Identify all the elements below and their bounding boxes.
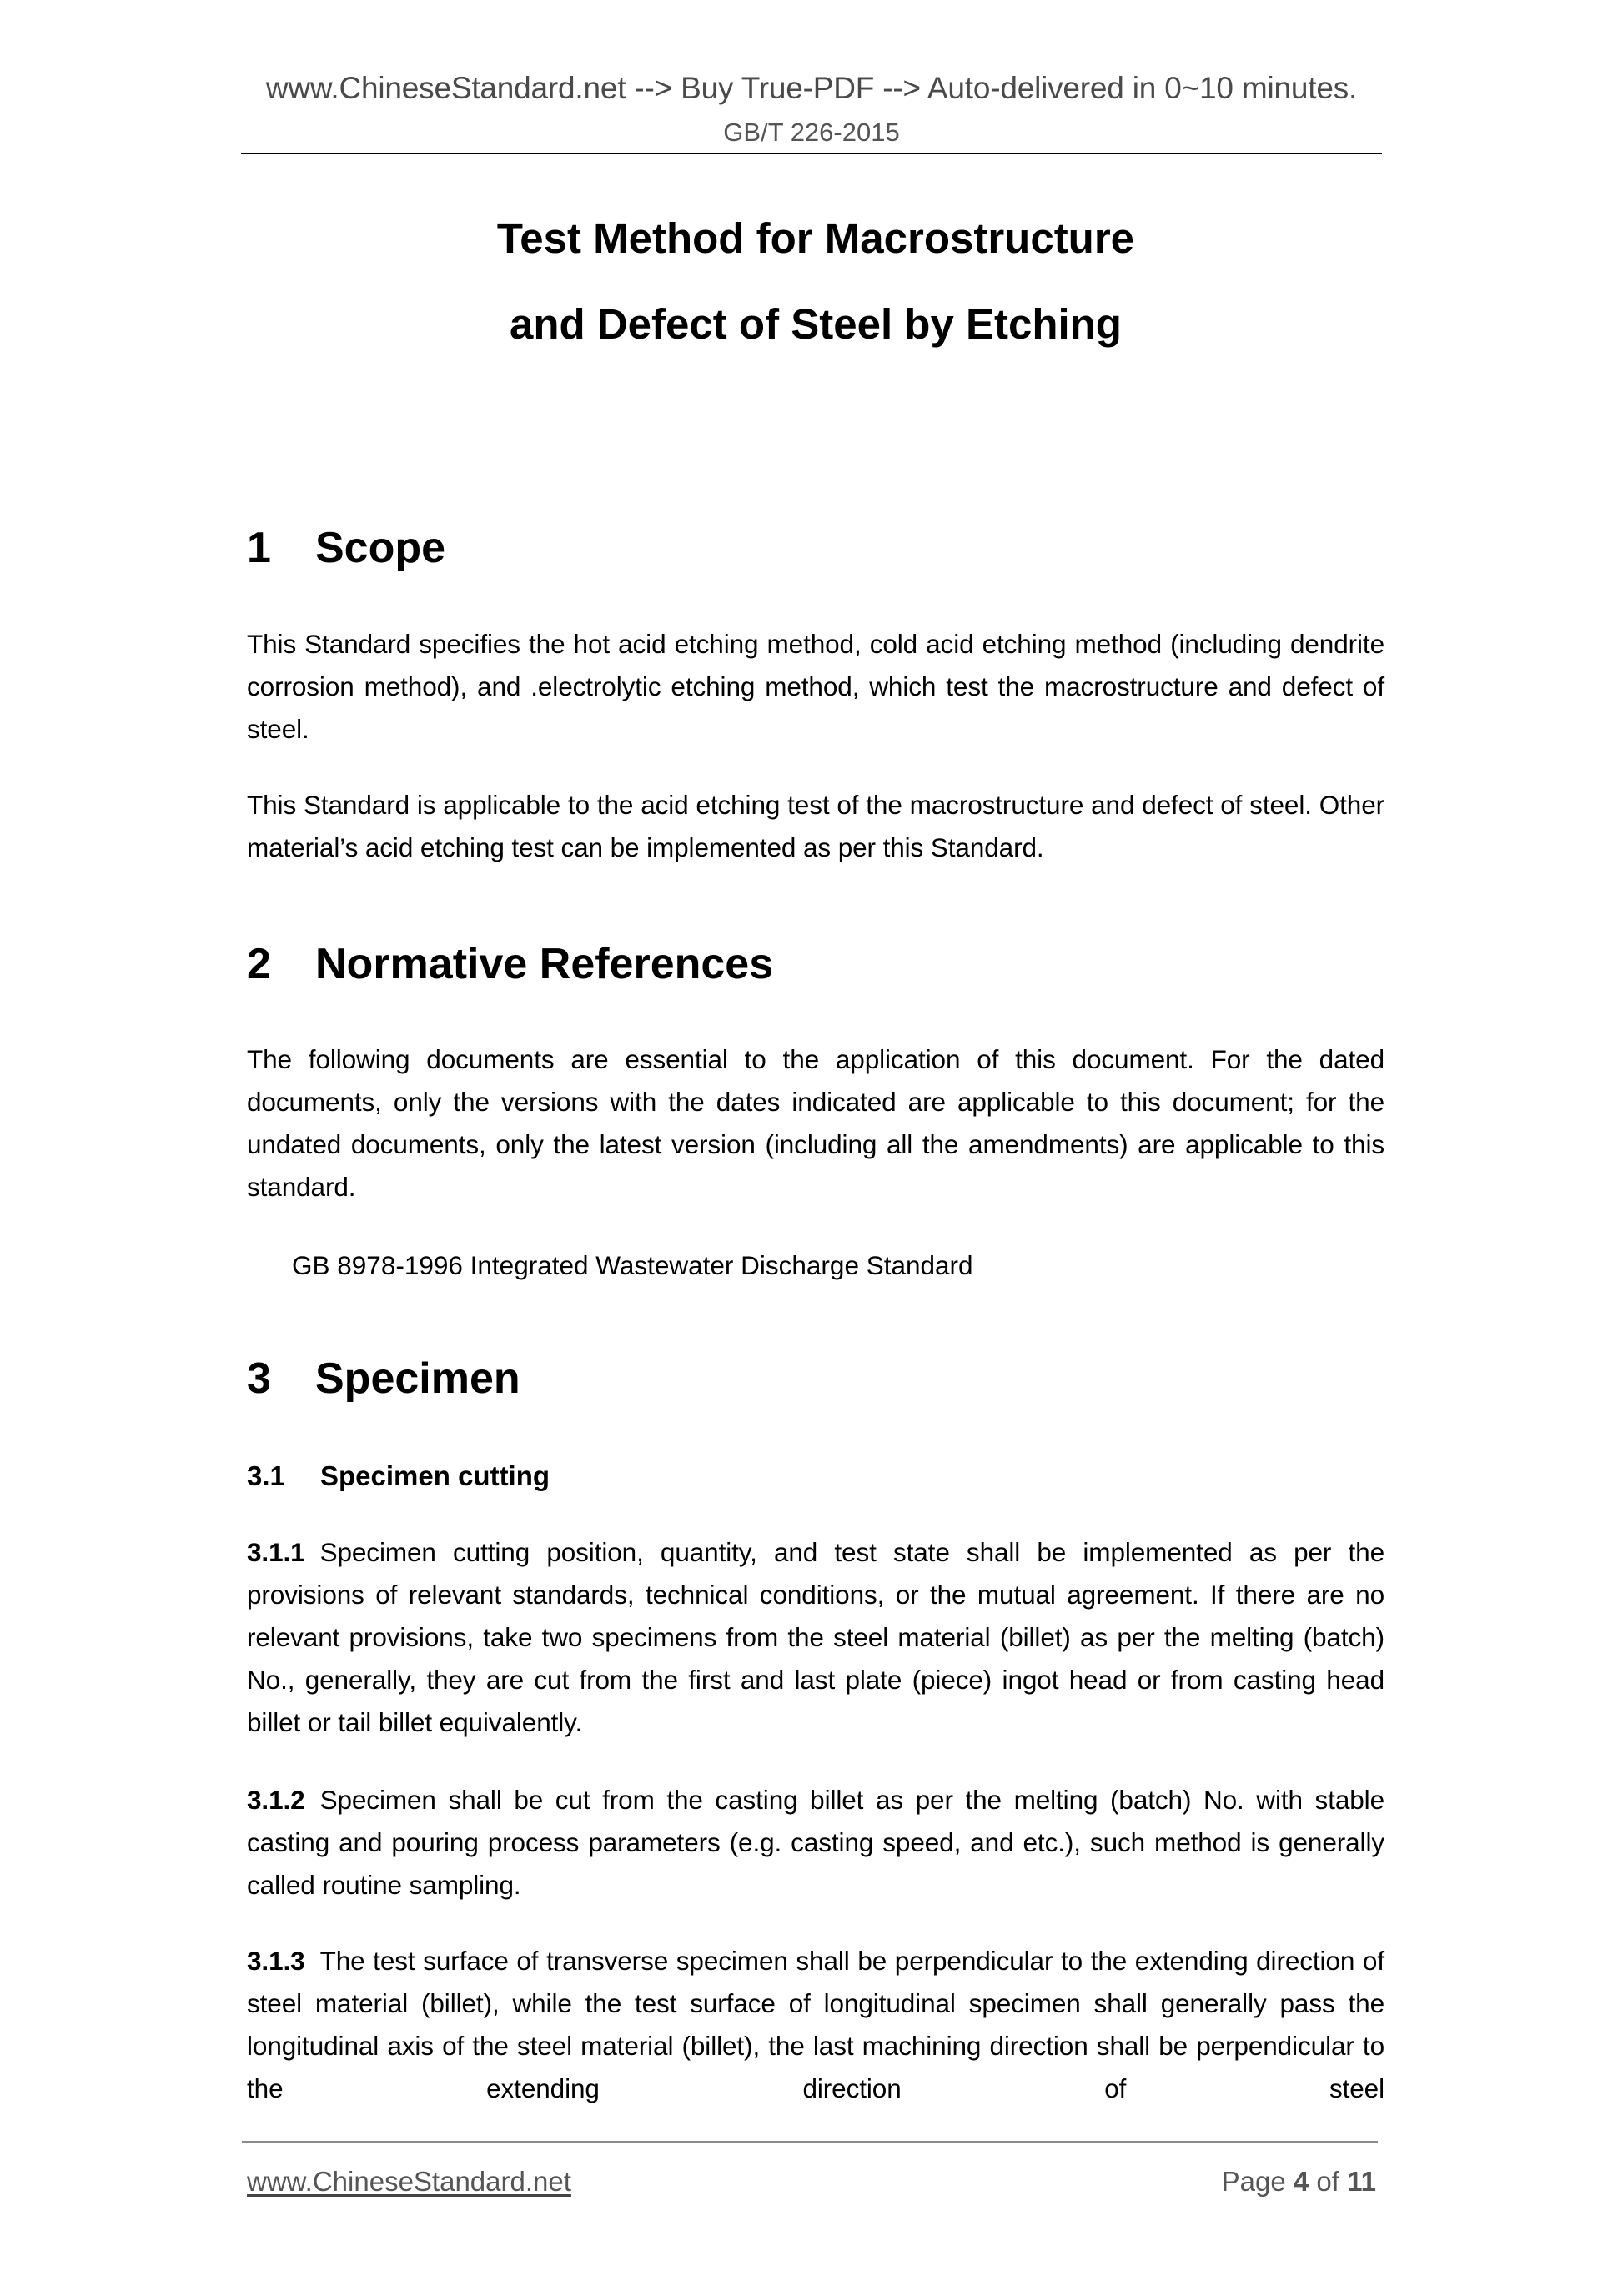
footer-divider — [242, 2141, 1378, 2143]
subsection-number: 3.1 — [247, 1460, 285, 1491]
page-indicator — [1222, 2164, 1376, 2199]
clause-number: 3.1.2 — [247, 1785, 305, 1815]
clause-number: 3.1.1 — [247, 1537, 305, 1567]
section-number: 3 — [247, 1354, 271, 1403]
section-title: Specimen — [315, 1354, 520, 1403]
page-total: 11 — [1347, 2166, 1376, 2197]
clause-3-1-1 — [247, 1531, 1384, 1744]
normative-references-paragraph: The following documents are essential to the application of this document. For the dated documents, only the versions with the dates indicated are applicable to this document; for the undated documents, only the latest version (including all the amendments) are applicable to this standard. — [247, 1044, 1384, 1202]
clause-text: Specimen cutting position, quantity, and test state shall be implemented as per the provisions of relevant standards, technical conditions, or the mutual agreement. If there are no relevant provisions, take two specimens from the steel material (billet) as per the melting (batch) No., generally, they are cut from the first and last plate (piece) ingot head or from casting head billet or tail billet equivalently. — [247, 1537, 1384, 1737]
header-doc-code: GB/T 226-2015 — [723, 118, 900, 147]
footer-website-link[interactable]: www.ChineseStandard.net — [247, 2166, 571, 2197]
subsection-heading-specimen-cutting — [247, 1458, 550, 1495]
page-of: of — [1316, 2166, 1339, 2197]
section-title: Normative References — [315, 940, 774, 988]
page-current: 4 — [1293, 2166, 1309, 2197]
clause-3-1-3 — [247, 1940, 1384, 2110]
document-title-line-2: and Defect of Steel by Etching — [510, 300, 1122, 348]
section-title: Scope — [315, 524, 446, 572]
subsection-title: Specimen cutting — [320, 1460, 550, 1491]
section-heading-specimen — [247, 1354, 520, 1404]
header-banner: www.ChineseStandard.net --> Buy True-PDF --> Auto-delivered in 0~10 minutes. — [265, 71, 1358, 105]
reference-item: GB 8978-1996 Integrated Wastewater Discharge Standard — [292, 1250, 973, 1280]
section-number: 1 — [247, 524, 271, 572]
section-number: 2 — [247, 940, 271, 988]
page-label: Page — [1221, 2166, 1286, 2197]
clause-text: Specimen shall be cut from the casting billet as per the melting (batch) No. with stable casting and pouring process parameters (e.g. casting speed, and etc.), such method is generally called routine sampling. — [247, 1785, 1384, 1900]
header-divider — [241, 153, 1382, 154]
section-heading-normative-references — [247, 939, 773, 989]
clause-3-1-2 — [247, 1779, 1384, 1907]
scope-paragraph-1: This Standard specifies the hot acid etching method, cold acid etching method (including dendrite corrosion method), and .electrolytic etching method, which test the macrostructure and defect of steel. — [247, 629, 1384, 744]
section-heading-scope — [247, 523, 445, 573]
clause-text: The test surface of transverse specimen shall be perpendicular to the extending direction of steel material (billet), while the test surface of longitudinal specimen shall generally pass the longitudinal axis of the steel material (billet), the last machining direction shall be perpendicular to the extending direction of steel — [247, 1946, 1384, 2103]
clause-number: 3.1.3 — [247, 1946, 305, 1976]
scope-paragraph-2: This Standard is applicable to the acid etching test of the macrostructure and defect of steel. Other material’s acid etching test can be implemented as per this Standard. — [247, 790, 1384, 862]
document-title-line-1: Test Method for Macrostructure — [496, 214, 1135, 262]
